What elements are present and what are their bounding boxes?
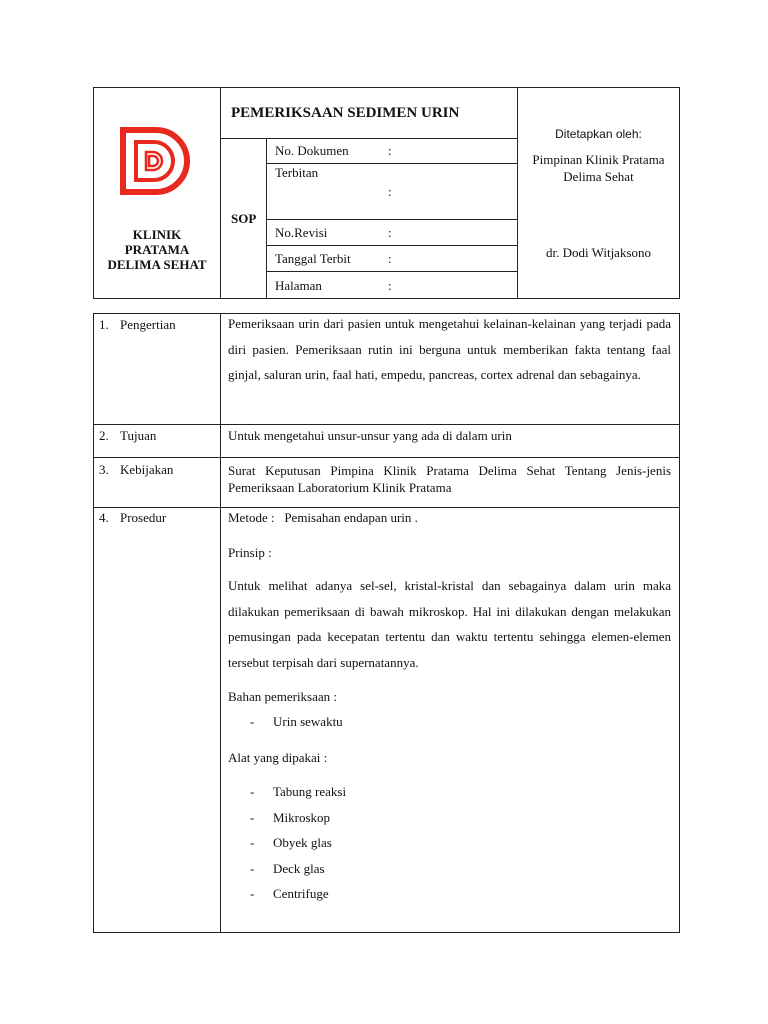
list-item: - Urin sewaktu (250, 714, 343, 729)
approval-label: Ditetapkan oleh: (555, 127, 642, 141)
list-item: - Obyek glas (250, 835, 332, 850)
sop-label: SOP (231, 211, 257, 226)
logo-d-outer (123, 130, 187, 192)
section-label-prosedur: Prosedur (120, 510, 167, 525)
section-label-tujuan: Tujuan (120, 428, 157, 443)
clinic-name-line2: PRATAMA (124, 242, 190, 257)
approval-position-line2: Delima Sehat (563, 169, 634, 184)
section-number: 3. (99, 462, 109, 477)
section-label-kebijakan: Kebijakan (120, 462, 174, 477)
approval-name: dr. Dodi Witjaksono (545, 245, 652, 260)
field-halaman-sep: : (388, 278, 392, 293)
document-title: PEMERIKSAAN SEDIMEN URIN (231, 105, 460, 121)
field-tanggal-terbit-label: Tanggal Terbit (275, 251, 351, 266)
field-tanggal-terbit-sep: : (388, 251, 392, 266)
field-terbitan-sep: : (388, 184, 392, 199)
section-label-pengertian: Pengertian (120, 317, 176, 332)
section-number: 1. (99, 317, 109, 332)
list-item: - Mikroskop (250, 809, 331, 825)
logo-d-inner (146, 152, 162, 170)
approval-position-line1: Pimpinan Klinik Pratama (532, 152, 665, 167)
prosedur-metode: Metode : Pemisahan endapan urin . (228, 510, 418, 525)
clinic-name-line3: DELIMA SEHAT (107, 257, 207, 272)
prosedur-bahan-label: Bahan pemeriksaan : (228, 689, 338, 704)
field-no-revisi-sep: : (388, 225, 392, 240)
field-no-dokumen-label: No. Dokumen (275, 143, 349, 158)
clinic-logo (118, 125, 196, 197)
section-text-tujuan: Untuk mengetahui unsur-unsur yang ada di dalam urin (228, 428, 512, 443)
field-no-dokumen-sep: : (388, 143, 392, 158)
section-number: 2. (99, 428, 109, 443)
section-text-pengertian: Pemeriksaan urin dari pasien untuk mengetahui kelainan-kelainan yang terjadi pada diri pasien. Pemeriksaan rutin ini berguna untuk memberikan fakta tentang faal ginjal, saluran urin, faal hati, empedu, pancreas, cortex adrenal dan sebagainya. (228, 316, 671, 382)
prosedur-prinsip-label: Prinsip : (228, 545, 272, 560)
prosedur-alat-label: Alat yang dipakai : (228, 750, 328, 765)
section-number: 4. (99, 510, 109, 525)
prosedur-prinsip-text: Untuk melihat adanya sel-sel, kristal-kristal dan sebagainya dalam urin maka dilakukan pemeriksaan di bawah mikroskop. Hal ini dilakukan dengan melakukan pemusingan pada kecepatan tertentu dan waktu tertentu sehingga elemen-elemen tersebut terpisah dari supernatannya. (228, 578, 671, 670)
field-terbitan-label: Terbitan (275, 165, 319, 180)
section-text-kebijakan: Surat Keputusan Pimpina Klinik Pratama Delima Sehat Tentang Jenis-jenis Pemeriksaan Laboratorium Klinik Pratama (228, 463, 671, 495)
alat-list (228, 779, 346, 907)
list-item: - Deck glas (250, 860, 325, 876)
list-item: - Tabung reaksi (250, 784, 347, 799)
logo-d-middle (136, 142, 173, 180)
clinic-name-line1: KLINIK (132, 227, 182, 242)
field-no-revisi-label: No.Revisi (275, 225, 328, 240)
bahan-list (228, 709, 343, 735)
list-item: - Centrifuge (250, 886, 329, 901)
field-halaman-label: Halaman (275, 278, 322, 293)
